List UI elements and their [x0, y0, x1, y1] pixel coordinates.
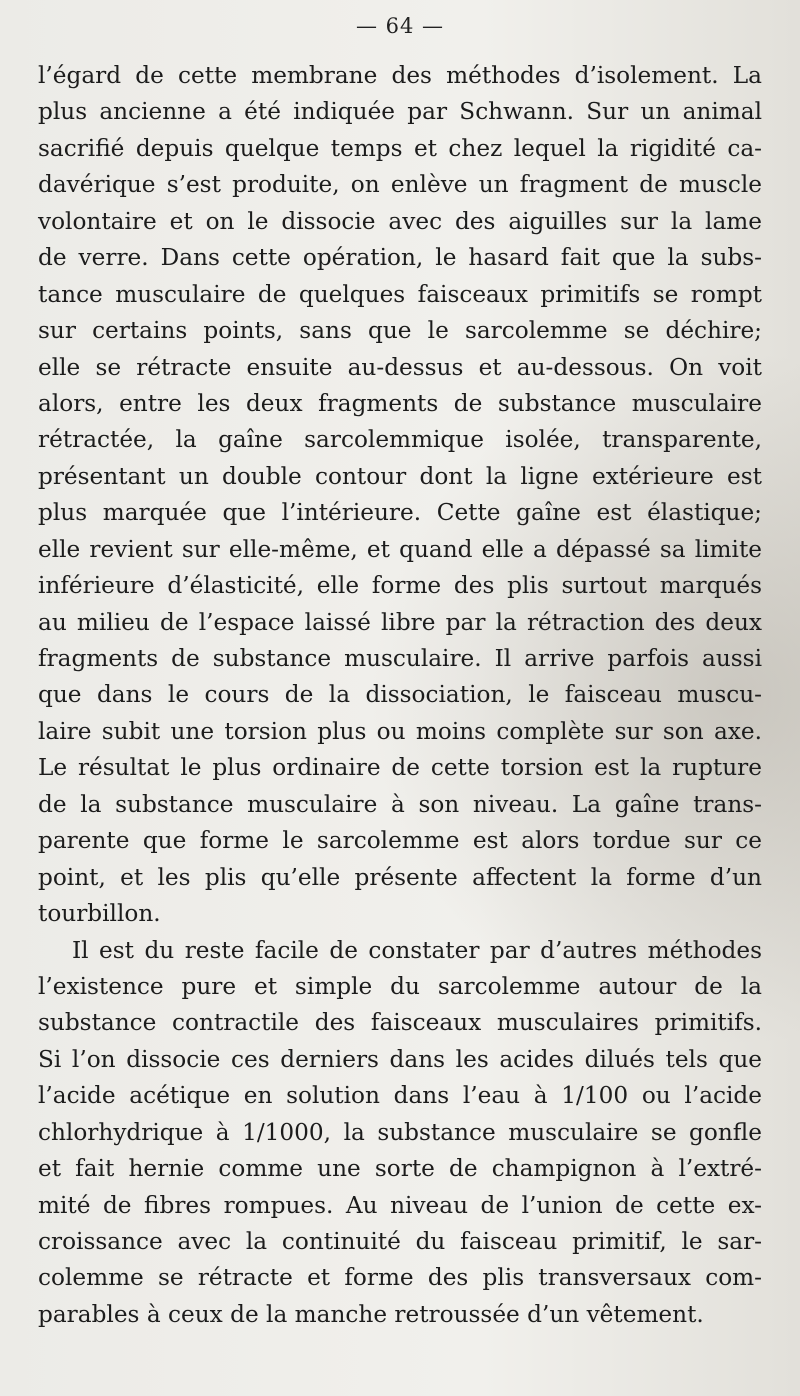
text-line: chlorhydrique à 1/1000, la substance musculaire se gonfle: [38, 1118, 762, 1146]
text-line: l’existence pure et simple du sarcolemme autour de la: [38, 972, 762, 1000]
text-line: croissance avec la continuité du faisceau primitif, le sar-: [38, 1228, 762, 1255]
text-line: sur certains points, sans que le sarcolemme se déchire;: [38, 317, 762, 345]
text-line: davérique s’est produite, on enlève un fragment de muscle: [38, 171, 762, 199]
text-line: parente que forme le sarcolemme est alors tordue sur ce: [38, 827, 762, 855]
text-line: alors, entre les deux fragments de substance musculaire: [38, 389, 762, 417]
text-line: parables à ceux de la manche retroussée d’un vêtement.: [38, 1300, 704, 1328]
text-line: de verre. Dans cette opération, le hasard fait que la subs-: [38, 244, 762, 272]
text-line: Le résultat le plus ordinaire de cette torsion est la rupture: [38, 754, 762, 782]
text-line: de la substance musculaire à son niveau. La gaîne trans-: [38, 790, 762, 818]
text-line: point, et les plis qu’elle présente affectent la forme d’un: [38, 863, 762, 891]
text-line: et fait hernie comme une sorte de champignon à l’extré-: [38, 1155, 762, 1183]
text-line: rétractée, la gaîne sarcolemmique isolée, transparente,: [38, 426, 762, 454]
text-line: plus ancienne a été indiquée par Schwann. Sur un animal: [38, 98, 762, 126]
page-number: — 64 —: [355, 14, 445, 38]
body-text: [38, 58, 762, 1333]
text-line: Si l’on dissocie ces derniers dans les acides dilués tels que: [38, 1045, 762, 1073]
text-line: au milieu de l’espace laissé libre par la rétraction des deux: [38, 608, 762, 636]
text-line: Il est du reste facile de constater par d’autres méthodes: [72, 936, 762, 964]
text-line: que dans le cours de la dissociation, le faisceau muscu-: [38, 681, 762, 709]
text-line: elle revient sur elle-même, et quand elle a dépassé sa limite: [38, 535, 762, 563]
text-line: tourbillon.: [38, 900, 161, 928]
text-line: plus marquée que l’intérieure. Cette gaîne est élastique;: [38, 499, 762, 527]
text-line: inférieure d’élasticité, elle forme des plis surtout marqués: [38, 572, 762, 600]
text-line: laire subit une torsion plus ou moins complète sur son axe.: [38, 717, 762, 745]
text-line: tance musculaire de quelques faisceaux primitifs se rompt: [38, 280, 762, 308]
paragraph: [38, 58, 762, 933]
text-line: substance contractile des faisceaux musculaires primitifs.: [38, 1009, 762, 1037]
text-line: colemme se rétracte et forme des plis transversaux com-: [38, 1264, 762, 1292]
text-line: mité de fibres rompues. Au niveau de l’union de cette ex-: [38, 1191, 762, 1219]
text-line: l’acide acétique en solution dans l’eau à 1/100 ou l’acide: [38, 1082, 762, 1110]
text-line: elle se rétracte ensuite au-dessus et au-dessous. On voit: [38, 353, 762, 381]
text-line: fragments de substance musculaire. Il arrive parfois aussi: [38, 645, 762, 672]
text-line: sacrifié depuis quelque temps et chez lequel la rigidité ca-: [38, 134, 762, 162]
text-line: volontaire et on le dissocie avec des aiguilles sur la lame: [38, 207, 762, 235]
text-line: présentant un double contour dont la ligne extérieure est: [38, 462, 762, 490]
paragraph: [38, 933, 762, 1334]
text-line: l’égard de cette membrane des méthodes d’isolement. La: [38, 62, 762, 89]
